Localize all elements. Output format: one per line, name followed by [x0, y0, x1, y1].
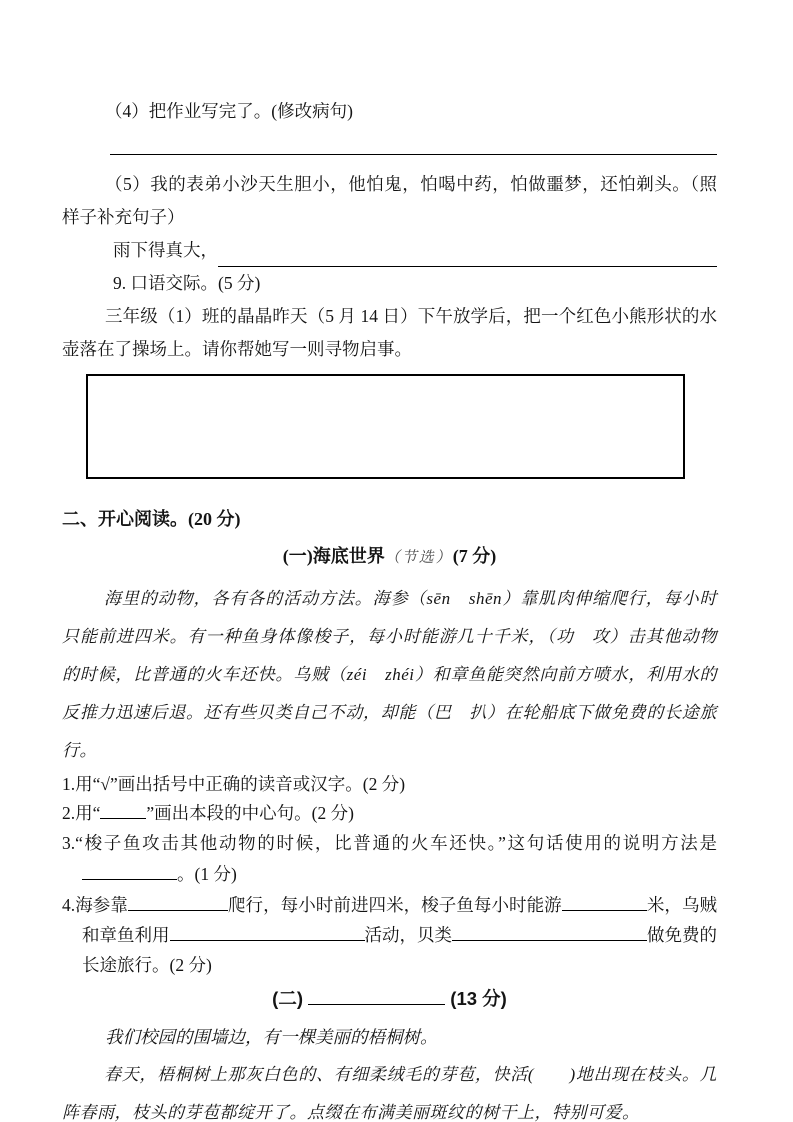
question-2-text-post: ”画出本段的中心句。(2 分): [146, 803, 354, 823]
reading-1-title-score: (7 分): [452, 546, 497, 566]
section-2-heading: 二、开心阅读。(20 分): [62, 509, 241, 529]
question-4-seg-5: 做免费的长途旅行。(2 分): [82, 925, 717, 975]
reading-2-title-score: (13 分): [450, 988, 507, 1009]
item-4-revise-sentence: （4）把作业写完了。(修改病句): [105, 101, 353, 121]
question-4-blank-3[interactable]: [170, 923, 365, 941]
reading-1-passage: 海里的动物，各有各的活动方法。海参（sēn shēn）靠肌肉伸缩爬行，每小时只能前进四米。有一种鱼身体像梭子，每小时能游几十千米，（功 攻）击其他动物的时候，比普通的火车还快。乌贼（zéi zhéi）和章鱼能突然向前方喷水，利用水的反推力迅速后退。还有些贝类自己不动，却能（巴 扒）在轮船底下做免费的长途旅行。: [62, 589, 717, 760]
question-3-text-post: 。(1 分): [177, 864, 237, 884]
lost-notice-answer-box[interactable]: [86, 374, 685, 479]
item-9-label: 9. 口语交际。(5 分): [113, 273, 261, 293]
question-4-blank-2[interactable]: [562, 893, 647, 911]
question-4-seg-3: 米，乌贼和章鱼利用: [82, 895, 718, 945]
reading-2-title-prefix: (二): [272, 988, 303, 1009]
reading-1-title: [62, 540, 717, 575]
item-5-prompt: 雨下得真大，: [113, 240, 218, 260]
item-9-scenario-text: 三年级（1）班的晶晶昨天（5 月 14 日）下午放学后，把一个红色小熊形状的水壶落在了操场上。请你帮她写一则寻物启事。: [62, 306, 717, 359]
item-5-answer-line[interactable]: [218, 240, 717, 267]
question-2-text-pre: 2.用“: [62, 803, 101, 823]
question-3-text-pre: 3.“梭子鱼攻击其他动物的时候，比普通的火车还快。”这句话使用的说明方法是: [62, 833, 717, 853]
reading-1-title-main: (一)海底世界: [282, 546, 385, 566]
question-4-seg-1: 4.海参靠: [62, 895, 128, 915]
question-4-seg-4: 活动，贝类: [364, 925, 452, 945]
reading-2-title-blank[interactable]: [308, 987, 445, 1005]
question-4-blank-4[interactable]: [452, 923, 647, 941]
reading-1-title-note: （节选）: [384, 550, 453, 566]
item-5-example-sentence: （5）我的表弟小沙天生胆小，他怕鬼，怕喝中药，怕做噩梦，还怕剃头。（照样子补充句子）: [62, 174, 717, 227]
question-3-answer-blank[interactable]: [82, 862, 177, 880]
question-4-blank-1[interactable]: [128, 893, 228, 911]
question-2: [62, 799, 717, 828]
question-1: 1.用“√”画出括号中正确的读音或汉字。(2 分): [62, 774, 406, 794]
question-2-underline-mark: [100, 801, 146, 819]
item-4-answer-line[interactable]: [110, 154, 717, 155]
reading-2-paragraph-2: 春天，梧桐树上那灰白色的、有细柔绒毛的芽苞，快活( )地出现在枝头。几阵春雨，枝头的芽苞都绽开了。点缀在布满美丽斑纹的树干上，特别可爱。: [62, 1065, 717, 1122]
question-4: [62, 890, 717, 980]
reading-2-paragraph-1: 我们校园的围墙边，有一棵美丽的梧桐树。: [105, 1027, 438, 1047]
item-5-answer-row: [62, 234, 717, 267]
reading-2-title: [62, 982, 717, 1016]
question-4-seg-2: 爬行，每小时前进四米，梭子鱼每小时能游: [227, 895, 562, 915]
question-3: [62, 828, 717, 890]
